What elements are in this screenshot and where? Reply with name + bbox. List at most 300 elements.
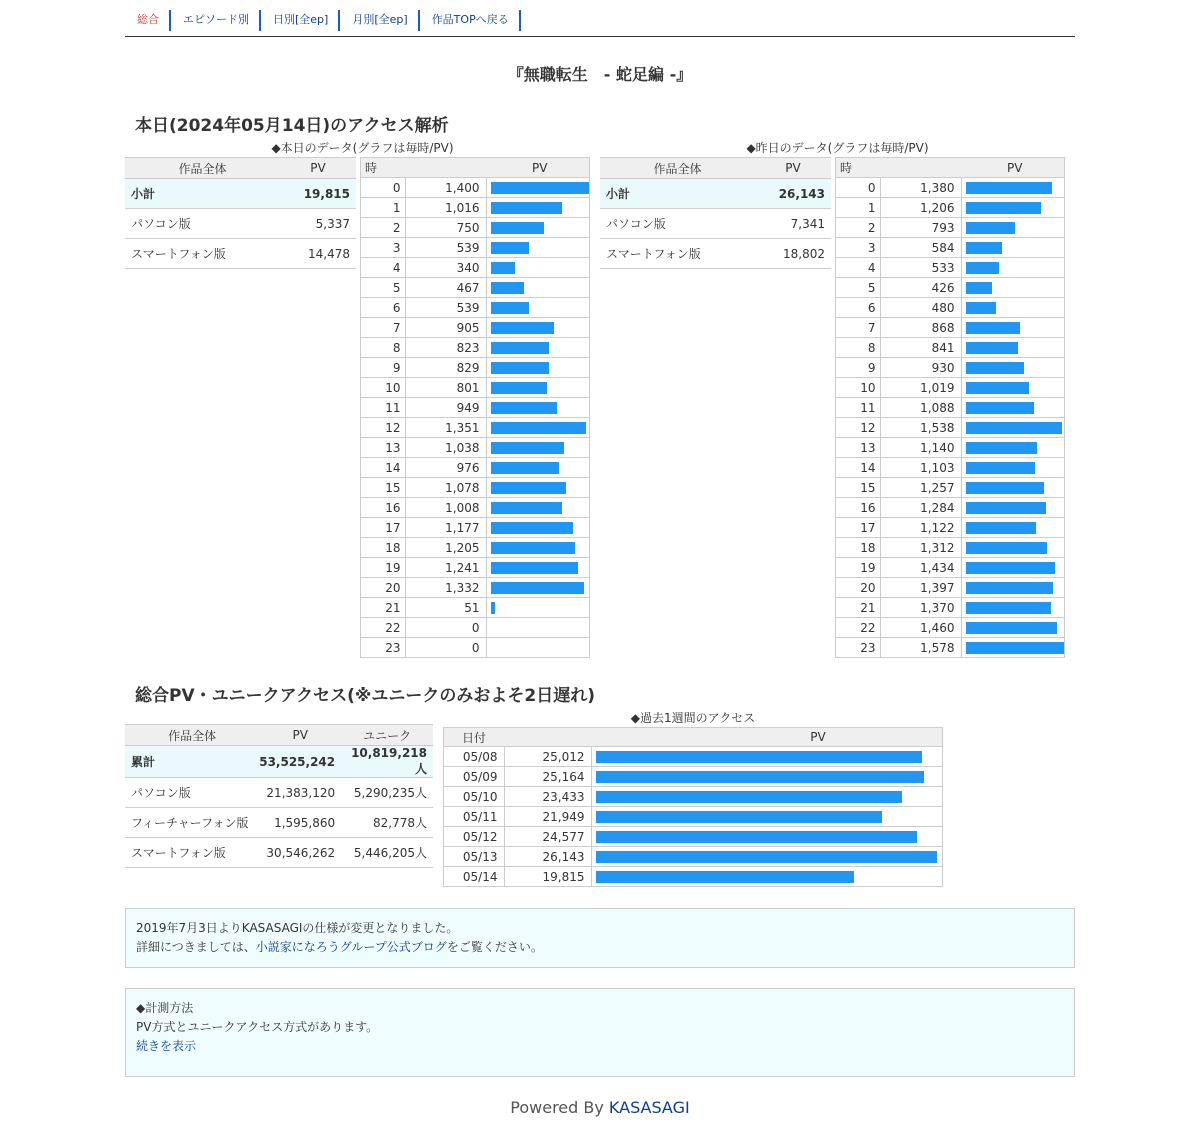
week-row (444, 847, 943, 867)
hourly-row (361, 398, 590, 418)
hour-bar-cell (961, 178, 1065, 198)
summary-label: スマートフォン版 (600, 239, 755, 269)
hourly-header-hour: 時 (836, 158, 881, 178)
hourly-row (361, 198, 590, 218)
week-bar-cell (591, 767, 943, 787)
hour-bar-cell (961, 498, 1065, 518)
hour-bar (966, 442, 1037, 454)
hour-cell: 3 (836, 238, 881, 258)
hour-pv-cell: 1,538 (880, 418, 961, 438)
hour-bar (491, 182, 589, 194)
today-summary-table (125, 157, 356, 269)
hourly-row (836, 358, 1065, 378)
hour-cell: 7 (361, 318, 406, 338)
hour-cell: 16 (361, 498, 406, 518)
hour-pv-cell: 1,177 (405, 518, 486, 538)
total-unique: 10,819,218人 (341, 746, 433, 778)
week-date: 05/09 (444, 767, 505, 787)
hour-bar-cell (961, 558, 1065, 578)
hour-bar (966, 242, 1002, 254)
hour-bar (966, 342, 1018, 354)
hourly-row (836, 278, 1065, 298)
hourly-row (361, 498, 590, 518)
hour-bar (966, 182, 1052, 194)
hour-bar (491, 262, 515, 274)
hour-bar-cell (961, 358, 1065, 378)
week-date: 05/10 (444, 787, 505, 807)
hour-pv-cell: 1,078 (405, 478, 486, 498)
week-date: 05/11 (444, 807, 505, 827)
hour-pv-cell: 868 (880, 318, 961, 338)
hourly-row (361, 238, 590, 258)
hour-bar-cell (486, 598, 590, 618)
hourly-row (361, 378, 590, 398)
week-bar-cell (591, 827, 943, 847)
hourly-row (836, 578, 1065, 598)
hour-pv-cell: 1,206 (880, 198, 961, 218)
hour-bar-cell (961, 618, 1065, 638)
hour-pv-cell: 949 (405, 398, 486, 418)
hour-bar (491, 422, 586, 434)
week-row (444, 867, 943, 887)
hour-pv-cell: 823 (405, 338, 486, 358)
hour-pv-cell: 1,008 (405, 498, 486, 518)
nav-link[interactable]: エピソード別 (183, 13, 249, 26)
hourly-header-pv: PV (405, 158, 590, 178)
hour-bar-cell (486, 558, 590, 578)
week-bar-cell (591, 787, 943, 807)
hour-bar (491, 602, 495, 614)
hour-bar (966, 282, 992, 294)
hour-cell: 5 (361, 278, 406, 298)
hour-bar (491, 322, 554, 334)
hourly-header-pv: PV (880, 158, 1065, 178)
kasasagi-link[interactable]: KASASAGI (608, 1098, 690, 1117)
summary-row (600, 239, 831, 269)
hour-pv-cell: 1,019 (880, 378, 961, 398)
total-pv: 21,383,120 (259, 778, 341, 808)
summary-value: 14,478 (280, 239, 356, 269)
hour-bar (966, 422, 1062, 434)
hour-pv-cell: 793 (880, 218, 961, 238)
total-row (125, 838, 433, 868)
summary-header-pv: PV (280, 158, 356, 179)
hour-bar-cell (961, 538, 1065, 558)
hour-pv-cell: 1,140 (880, 438, 961, 458)
hour-pv-cell: 480 (880, 298, 961, 318)
hour-bar-cell (486, 378, 590, 398)
hour-cell: 9 (836, 358, 881, 378)
hour-pv-cell: 905 (405, 318, 486, 338)
hour-bar-cell (486, 538, 590, 558)
hour-bar (966, 382, 1029, 394)
hour-bar-cell (486, 298, 590, 318)
hourly-row (836, 478, 1065, 498)
hour-bar-cell (486, 438, 590, 458)
hourly-row (361, 598, 590, 618)
nav-link[interactable]: 総合 (137, 13, 159, 26)
total-unique: 5,446,205人 (341, 838, 433, 868)
hour-cell: 10 (361, 378, 406, 398)
nav-link[interactable]: 月別[全ep] (352, 13, 408, 26)
week-row (444, 807, 943, 827)
hour-bar-cell (486, 418, 590, 438)
summary-value: 18,802 (755, 239, 831, 269)
hourly-row (361, 518, 590, 538)
hour-cell: 17 (361, 518, 406, 538)
hour-cell: 11 (836, 398, 881, 418)
summary-label: パソコン版 (125, 209, 280, 239)
yesterday-summary-table (600, 157, 831, 269)
total-unique: 82,778人 (341, 808, 433, 838)
hour-pv-cell: 801 (405, 378, 486, 398)
hour-bar-cell (486, 218, 590, 238)
hour-bar-cell (961, 398, 1065, 418)
hour-pv-cell: 340 (405, 258, 486, 278)
hour-bar-cell (486, 618, 590, 638)
show-more-link[interactable]: 続きを表示 (136, 1039, 197, 1053)
hour-bar-cell (961, 198, 1065, 218)
week-row (444, 767, 943, 787)
hour-cell: 0 (836, 178, 881, 198)
hour-bar-cell (486, 178, 590, 198)
today-access-heading: 本日(2024年05月14日)のアクセス解析 (135, 116, 449, 136)
spec-change-notice (125, 908, 1075, 968)
hour-cell: 13 (836, 438, 881, 458)
week-row (444, 787, 943, 807)
hour-bar (491, 502, 562, 514)
hourly-row (361, 318, 590, 338)
week-row (444, 747, 943, 767)
hour-bar (966, 462, 1035, 474)
total-unique: 5,290,235人 (341, 778, 433, 808)
hour-cell: 18 (361, 538, 406, 558)
hour-pv-cell: 1,380 (880, 178, 961, 198)
hourly-row (361, 218, 590, 238)
nav-link[interactable]: 作品TOPへ戻る (431, 13, 509, 26)
hour-cell: 11 (361, 398, 406, 418)
hourly-row (361, 178, 590, 198)
hourly-row (361, 618, 590, 638)
hour-bar (966, 402, 1034, 414)
nav-item (420, 10, 521, 31)
hour-cell: 19 (836, 558, 881, 578)
hour-pv-cell: 0 (405, 638, 486, 658)
hour-pv-cell: 1,460 (880, 618, 961, 638)
hour-bar (491, 542, 575, 554)
hour-bar (966, 302, 996, 314)
hourly-row (836, 498, 1065, 518)
hourly-row (836, 598, 1065, 618)
hour-pv-cell: 1,397 (880, 578, 961, 598)
total-pv: 30,546,262 (259, 838, 341, 868)
hour-pv-cell: 1,312 (880, 538, 961, 558)
hour-pv-cell: 467 (405, 278, 486, 298)
summary-row (125, 209, 356, 239)
hourly-row (361, 338, 590, 358)
total-pv: 1,595,860 (259, 808, 341, 838)
hourly-row (836, 438, 1065, 458)
hour-cell: 7 (836, 318, 881, 338)
summary-row (125, 239, 356, 269)
hour-bar (491, 482, 566, 494)
hour-cell: 22 (361, 618, 406, 638)
summary-header-work: 作品全体 (600, 158, 755, 179)
week-bar-cell (591, 807, 943, 827)
hourly-row (361, 258, 590, 278)
hour-pv-cell: 1,400 (405, 178, 486, 198)
hourly-row (361, 558, 590, 578)
hourly-row (836, 558, 1065, 578)
hour-cell: 20 (836, 578, 881, 598)
hour-cell: 12 (361, 418, 406, 438)
week-bar (596, 811, 882, 823)
hour-bar-cell (961, 218, 1065, 238)
hour-cell: 22 (836, 618, 881, 638)
hour-pv-cell: 1,205 (405, 538, 486, 558)
hour-bar-cell (961, 338, 1065, 358)
hour-bar (966, 642, 1064, 654)
hour-cell: 6 (361, 298, 406, 318)
nav-item (340, 10, 419, 31)
notice-line-1: 2019年7月3日よりKASASAGIの仕様が変更となりました。 (136, 921, 459, 935)
week-caption: ◆過去1週間のアクセス (630, 711, 756, 725)
hour-pv-cell: 51 (405, 598, 486, 618)
week-bar-cell (591, 867, 943, 887)
hour-bar-cell (961, 278, 1065, 298)
hourly-row (836, 518, 1065, 538)
hour-pv-cell: 1,241 (405, 558, 486, 578)
week-pv: 26,143 (504, 847, 591, 867)
summary-value: 26,143 (755, 179, 831, 209)
hour-bar-cell (486, 258, 590, 278)
hour-cell: 18 (836, 538, 881, 558)
hour-bar-cell (961, 518, 1065, 538)
hour-pv-cell: 1,434 (880, 558, 961, 578)
total-summary-table (125, 724, 433, 868)
hourly-row (836, 398, 1065, 418)
total-row (125, 746, 433, 778)
hour-pv-cell: 539 (405, 298, 486, 318)
total-pv: 53,525,242 (259, 746, 341, 778)
week-bar-cell (591, 747, 943, 767)
hour-bar-cell (961, 478, 1065, 498)
hour-pv-cell: 1,332 (405, 578, 486, 598)
week-bar (596, 851, 937, 863)
hour-cell: 15 (836, 478, 881, 498)
week-pv: 25,012 (504, 747, 591, 767)
hour-cell: 15 (361, 478, 406, 498)
summary-header-work: 作品全体 (125, 158, 280, 179)
hourly-row (836, 178, 1065, 198)
hour-bar-cell (961, 638, 1065, 658)
hourly-row (836, 338, 1065, 358)
hour-bar (491, 462, 559, 474)
today-caption: ◆本日のデータ(グラフは毎時/PV) (271, 141, 454, 155)
hourly-row (361, 278, 590, 298)
hour-cell: 0 (361, 178, 406, 198)
hour-cell: 23 (361, 638, 406, 658)
hour-bar (491, 402, 557, 414)
hourly-row (836, 458, 1065, 478)
summary-header-pv: PV (755, 158, 831, 179)
hour-cell: 8 (836, 338, 881, 358)
hour-pv-cell: 539 (405, 238, 486, 258)
nav-item (261, 10, 340, 31)
hour-bar (966, 222, 1015, 234)
hourly-row (836, 298, 1065, 318)
week-date: 05/12 (444, 827, 505, 847)
summary-value: 19,815 (280, 179, 356, 209)
hour-bar-cell (961, 418, 1065, 438)
week-table (443, 727, 943, 887)
hour-bar (966, 542, 1047, 554)
total-header-work: 作品全体 (125, 725, 259, 746)
hourly-row (361, 478, 590, 498)
notice-line-2 (136, 938, 1064, 957)
hour-bar (491, 442, 564, 454)
hour-pv-cell: 750 (405, 218, 486, 238)
hour-bar (491, 222, 544, 234)
nav-link[interactable]: 日別[全ep] (273, 13, 329, 26)
hour-bar (966, 522, 1036, 534)
hour-pv-cell: 1,088 (880, 398, 961, 418)
summary-value: 7,341 (755, 209, 831, 239)
hour-bar (966, 562, 1055, 574)
week-header-pv: PV (504, 728, 943, 747)
hour-cell: 14 (361, 458, 406, 478)
yesterday-caption: ◆昨日のデータ(グラフは毎時/PV) (746, 141, 929, 155)
hour-bar-cell (961, 458, 1065, 478)
hour-pv-cell: 930 (880, 358, 961, 378)
week-bar (596, 751, 922, 763)
hour-bar-cell (486, 318, 590, 338)
hourly-row (836, 618, 1065, 638)
summary-row (125, 179, 356, 209)
hourly-row (836, 218, 1065, 238)
hour-cell: 2 (361, 218, 406, 238)
week-pv: 25,164 (504, 767, 591, 787)
hour-cell: 2 (836, 218, 881, 238)
week-date: 05/13 (444, 847, 505, 867)
hourly-row (361, 458, 590, 478)
hour-pv-cell: 1,122 (880, 518, 961, 538)
hour-bar-cell (486, 398, 590, 418)
hour-bar (491, 562, 578, 574)
hour-bar-cell (486, 638, 590, 658)
official-blog-link[interactable]: 小説家になろうグループ公式ブログ (255, 940, 447, 954)
week-row (444, 827, 943, 847)
hour-bar-cell (961, 438, 1065, 458)
hour-bar (491, 302, 529, 314)
hour-bar (491, 522, 573, 534)
hourly-row (361, 638, 590, 658)
hour-pv-cell: 1,351 (405, 418, 486, 438)
hour-bar-cell (486, 458, 590, 478)
method-title: ◆計測方法 (136, 1001, 194, 1015)
hour-pv-cell: 533 (880, 258, 961, 278)
hour-pv-cell: 1,370 (880, 598, 961, 618)
hour-cell: 16 (836, 498, 881, 518)
total-access-heading: 総合PV・ユニークアクセス(※ユニークのみおよそ2日遅れ) (135, 686, 595, 706)
hour-cell: 4 (836, 258, 881, 278)
summary-row (600, 179, 831, 209)
hour-bar-cell (486, 358, 590, 378)
hourly-row (361, 418, 590, 438)
week-date: 05/14 (444, 867, 505, 887)
hourly-row (836, 198, 1065, 218)
week-bar-cell (591, 847, 943, 867)
hourly-row (361, 538, 590, 558)
hour-bar (966, 202, 1041, 214)
hourly-row (836, 538, 1065, 558)
hour-cell: 1 (836, 198, 881, 218)
summary-label: 小計 (600, 179, 755, 209)
hour-pv-cell: 1,016 (405, 198, 486, 218)
hour-bar (966, 582, 1053, 594)
total-label: スマートフォン版 (125, 838, 259, 868)
week-bar (596, 771, 924, 783)
hour-pv-cell: 841 (880, 338, 961, 358)
hour-bar (966, 622, 1057, 634)
hourly-row (361, 298, 590, 318)
hour-cell: 8 (361, 338, 406, 358)
total-label: パソコン版 (125, 778, 259, 808)
week-bar (596, 791, 902, 803)
hour-bar-cell (486, 518, 590, 538)
nav-item (171, 10, 261, 31)
summary-label: パソコン版 (600, 209, 755, 239)
hour-bar-cell (486, 498, 590, 518)
week-pv: 21,949 (504, 807, 591, 827)
hour-bar (491, 242, 529, 254)
hour-cell: 14 (836, 458, 881, 478)
notice-prefix: 詳細につきましては、 (136, 940, 256, 954)
hour-pv-cell: 1,257 (880, 478, 961, 498)
week-pv: 23,433 (504, 787, 591, 807)
summary-row (600, 209, 831, 239)
total-row (125, 778, 433, 808)
hour-cell: 23 (836, 638, 881, 658)
hour-bar-cell (486, 238, 590, 258)
hour-cell: 12 (836, 418, 881, 438)
hour-pv-cell: 1,038 (405, 438, 486, 458)
notice-suffix: をご覧ください。 (446, 940, 543, 954)
top-nav (125, 10, 1075, 37)
hour-bar (966, 502, 1046, 514)
week-pv: 24,577 (504, 827, 591, 847)
hour-pv-cell: 1,103 (880, 458, 961, 478)
hour-bar (491, 382, 547, 394)
hour-bar (491, 282, 524, 294)
week-date: 05/08 (444, 747, 505, 767)
hourly-row (836, 258, 1065, 278)
hourly-row (836, 378, 1065, 398)
hour-bar (491, 202, 562, 214)
hour-cell: 19 (361, 558, 406, 578)
hour-bar (966, 362, 1024, 374)
hour-pv-cell: 426 (880, 278, 961, 298)
hour-bar (966, 322, 1020, 334)
hour-cell: 21 (836, 598, 881, 618)
hourly-row (836, 638, 1065, 658)
hour-bar-cell (961, 378, 1065, 398)
hour-pv-cell: 0 (405, 618, 486, 638)
hourly-row (836, 418, 1065, 438)
hour-bar-cell (961, 238, 1065, 258)
hour-pv-cell: 1,284 (880, 498, 961, 518)
hour-bar (491, 582, 584, 594)
